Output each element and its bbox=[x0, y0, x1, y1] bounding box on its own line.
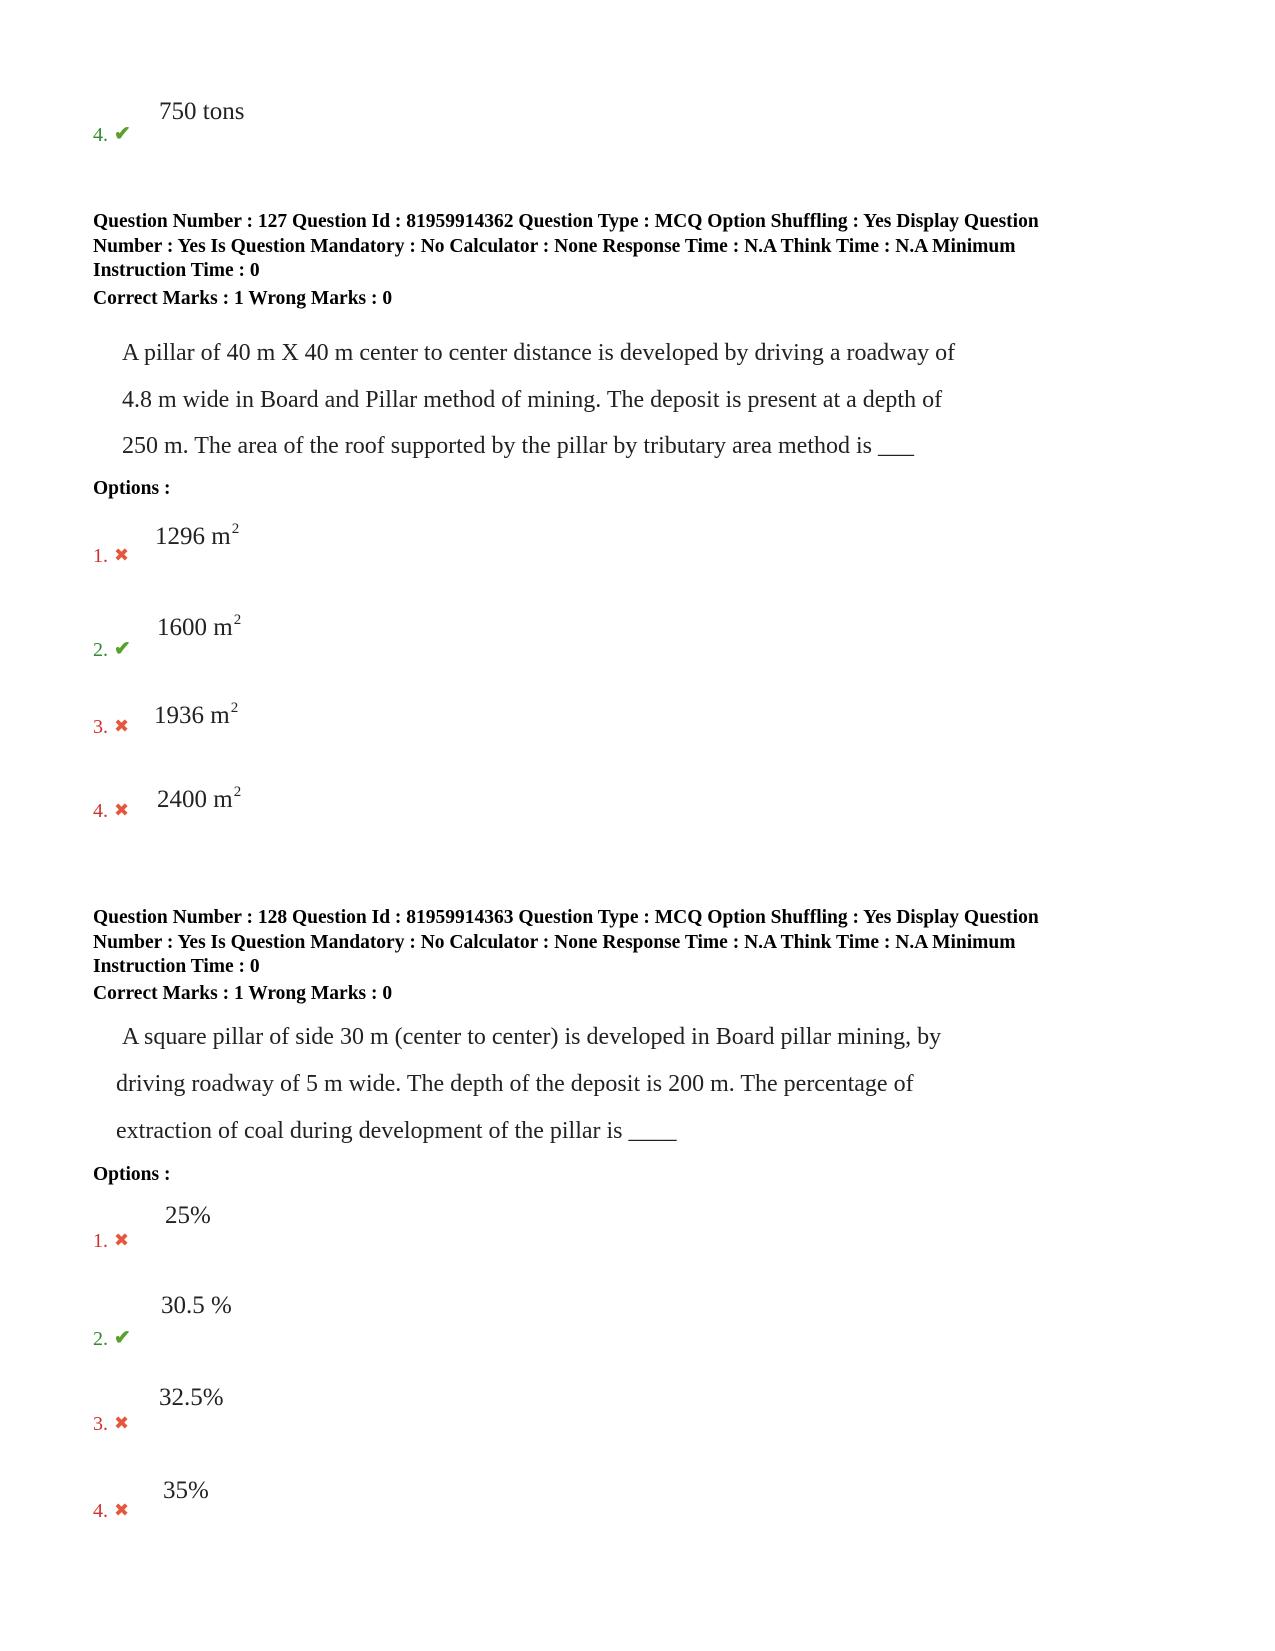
question-127-option-1-text: 1296 $m^2$ bbox=[155, 521, 240, 550]
check-icon: ✔ bbox=[114, 638, 131, 660]
cross-icon: ✖ bbox=[114, 800, 130, 820]
question-127-marks: Correct Marks : 1 Wrong Marks : 0 bbox=[93, 288, 393, 309]
option-number-prev: 4. ✔ bbox=[93, 123, 131, 146]
question-127-options-label: Options : bbox=[93, 478, 171, 499]
check-icon: ✔ bbox=[114, 123, 131, 145]
question-128-option-2-text: 30.5 % bbox=[161, 1292, 232, 1319]
question-128-options-label: Options : bbox=[93, 1164, 171, 1185]
question-127-option-4-text: 2400 $m^2$ bbox=[157, 784, 242, 813]
cross-icon: ✖ bbox=[114, 1413, 130, 1433]
cross-icon: ✖ bbox=[114, 1500, 130, 1520]
cross-icon: ✖ bbox=[114, 545, 130, 565]
question-128-option-1-text: 25% bbox=[165, 1202, 211, 1229]
cross-icon: ✖ bbox=[114, 716, 130, 736]
question-127-option-3-number: 3. ✖ bbox=[93, 716, 130, 738]
option-text-prev: 750 tons bbox=[159, 98, 245, 125]
question-128-option-4-number: 4. ✖ bbox=[93, 1500, 130, 1522]
question-127-option-2-number: 2. ✔ bbox=[93, 638, 131, 661]
question-128-meta: Question Number : 128 Question Id : 81959914363 Question Type : MCQ Option Shuffling : Yes Display Question Number : Yes Is Question Mandatory : No Calculator : None Response Time : N.A Think Time : N.A Minimum Instruction Time : 0 bbox=[93, 907, 1039, 977]
question-128-option-3-text: 32.5% bbox=[159, 1384, 224, 1411]
question-128-marks: Correct Marks : 1 Wrong Marks : 0 bbox=[93, 983, 393, 1004]
cross-icon: ✖ bbox=[114, 1230, 130, 1250]
question-128-option-1-number: 1. ✖ bbox=[93, 1230, 130, 1252]
question-127-option-4-number: 4. ✖ bbox=[93, 800, 130, 822]
question-127-option-2-text: 1600 $m^2$ bbox=[157, 612, 242, 641]
question-127-option-1-number: 1. ✖ bbox=[93, 545, 130, 567]
question-127-option-3-text: 1936 $m^2$ bbox=[154, 700, 239, 729]
question-127-meta: Question Number : 127 Question Id : 81959914362 Question Type : MCQ Option Shuffling : Yes Display Question Number : Yes Is Question Mandatory : No Calculator : None Response Time : N.A Think Time : N.A Minimum Instruction Time : 0 bbox=[93, 211, 1039, 281]
question-128-option-2-number: 2. ✔ bbox=[93, 1327, 131, 1350]
question-128-option-4-text: 35% bbox=[163, 1477, 209, 1504]
check-icon: ✔ bbox=[114, 1327, 131, 1349]
question-128-option-3-number: 3. ✖ bbox=[93, 1413, 130, 1435]
